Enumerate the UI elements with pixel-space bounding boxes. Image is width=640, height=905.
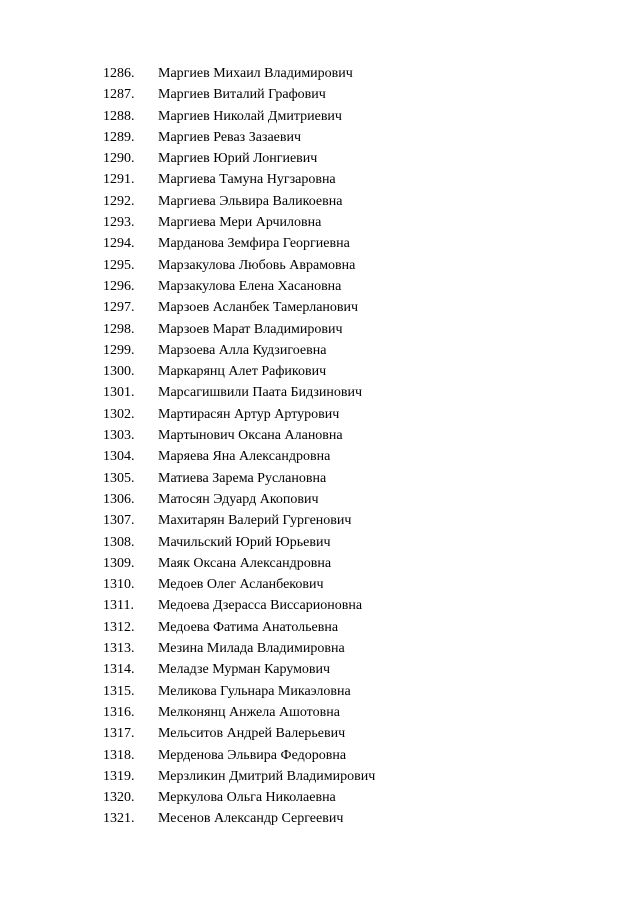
list-item <box>0 638 640 659</box>
entry-number: 1290. <box>103 151 135 167</box>
list-item <box>0 808 640 829</box>
list-item <box>0 681 640 702</box>
entry-name: Маргиев Николай Дмитриевич <box>158 108 342 124</box>
list-item <box>0 191 640 212</box>
entry-name: Мерденова Эльвира Федоровна <box>158 747 347 763</box>
entry-name: Маряева Яна Александровна <box>158 449 331 465</box>
entry-name: Медоев Олег Асланбекович <box>158 577 324 593</box>
list-item <box>0 297 640 318</box>
list-item <box>0 319 640 340</box>
list-item <box>0 510 640 531</box>
list-item <box>0 489 640 510</box>
list-item <box>0 617 640 638</box>
entry-number: 1306. <box>103 491 135 507</box>
entry-name: Мезина Милада Владимировна <box>158 641 345 657</box>
entry-name: Марзоева Алла Кудзигоевна <box>158 342 327 358</box>
list-item <box>0 84 640 105</box>
entry-name: Марзоев Марат Владимирович <box>158 321 343 337</box>
entry-name: Маргиев Михаил Владимирович <box>158 66 353 81</box>
list-item <box>0 468 640 489</box>
list-item <box>0 659 640 680</box>
entry-name: Месенов Александр Сергеевич <box>158 811 344 827</box>
entry-name: Марсагишвили Пaата Бидзинович <box>158 385 363 401</box>
list-item <box>0 595 640 616</box>
entry-name: Маргиева Тамуна Нугзаровна <box>158 172 336 188</box>
name-list <box>0 63 640 830</box>
entry-name: Маргиев Виталий Графович <box>158 87 326 103</box>
entry-number: 1317. <box>103 726 135 742</box>
list-item <box>0 745 640 766</box>
entry-number: 1302. <box>103 406 135 422</box>
list-item <box>0 532 640 553</box>
list-item <box>0 425 640 446</box>
entry-number: 1308. <box>103 534 135 550</box>
entry-number: 1309. <box>103 555 135 571</box>
entry-number: 1291. <box>103 172 135 188</box>
list-item <box>0 723 640 744</box>
entry-number: 1298. <box>103 321 135 337</box>
entry-number: 1307. <box>103 513 135 529</box>
entry-name: Матосян Эдуард Акопович <box>158 491 319 507</box>
entry-number: 1315. <box>103 683 135 699</box>
entry-name: Марданова Земфира Георгиевна <box>158 236 350 252</box>
list-item <box>0 574 640 595</box>
entry-number: 1310. <box>103 577 135 593</box>
entry-name: Маяк Оксана Александровна <box>158 555 332 571</box>
list-item <box>0 404 640 425</box>
entry-name: Маргиева Мери Арчиловна <box>158 215 322 231</box>
list-item <box>0 127 640 148</box>
entry-name: Медоева Фатима Анатольевна <box>158 619 339 635</box>
entry-number: 1320. <box>103 790 135 806</box>
list-item <box>0 766 640 787</box>
entry-number: 1303. <box>103 428 135 444</box>
entry-name: Махитарян Валерий Гургенович <box>158 513 352 529</box>
list-item <box>0 340 640 361</box>
entry-number: 1288. <box>103 108 135 124</box>
list-item <box>0 276 640 297</box>
entry-number: 1294. <box>103 236 135 252</box>
entry-name: Мельситов Андрей Валерьевич <box>158 726 346 742</box>
list-item <box>0 787 640 808</box>
entry-number: 1301. <box>103 385 135 401</box>
entry-number: 1300. <box>103 364 135 380</box>
entry-number: 1292. <box>103 193 135 209</box>
list-item <box>0 233 640 254</box>
list-item <box>0 212 640 233</box>
entry-number: 1316. <box>103 704 135 720</box>
entry-number: 1286. <box>103 66 135 81</box>
entry-number: 1305. <box>103 470 135 486</box>
entry-name: Марзакулова Любовь Аврамовна <box>158 257 356 273</box>
list-item <box>0 361 640 382</box>
entry-number: 1313. <box>103 641 135 657</box>
list-item <box>0 148 640 169</box>
entry-name: Матиева Зарема Руслановна <box>158 470 327 486</box>
entry-number: 1289. <box>103 129 135 145</box>
entry-number: 1299. <box>103 342 135 358</box>
entry-name: Мартынович Оксана Алановна <box>158 428 343 444</box>
entry-number: 1297. <box>103 300 135 316</box>
entry-number: 1311. <box>103 598 134 614</box>
entry-name: Маргиев Юрий Лонгиевич <box>158 151 318 167</box>
entry-name: Мачильский Юрий Юрьевич <box>158 534 331 550</box>
entry-name: Марзакулова Елена Хасановна <box>158 278 342 294</box>
list-item <box>0 553 640 574</box>
list-item <box>0 106 640 127</box>
entry-name: Меликова Гульнара Микаэловна <box>158 683 351 699</box>
entry-number: 1318. <box>103 747 135 763</box>
list-item <box>0 702 640 723</box>
entry-name: Маргиева Эльвира Валикоевна <box>158 193 343 209</box>
entry-name: Медоева Дзерасса Виссарионовна <box>158 598 363 614</box>
entry-name: Мерзликин Дмитрий Владимирович <box>158 768 376 784</box>
list-item <box>0 63 640 84</box>
list-item <box>0 169 640 190</box>
entry-name: Мартирасян Артур Артурович <box>158 406 340 422</box>
entry-number: 1295. <box>103 257 135 273</box>
list-item <box>0 255 640 276</box>
entry-number: 1304. <box>103 449 135 465</box>
entry-number: 1312. <box>103 619 135 635</box>
list-item <box>0 382 640 403</box>
entry-number: 1296. <box>103 278 135 294</box>
entry-number: 1319. <box>103 768 135 784</box>
entry-number: 1314. <box>103 662 135 678</box>
entry-name: Маргиев Реваз Зазаевич <box>158 129 302 145</box>
entry-name: Мелконянц Анжела Ашотовна <box>158 704 340 720</box>
entry-name: Меркулова Ольга Николаевна <box>158 790 336 806</box>
list-item <box>0 446 640 467</box>
entry-name: Меладзе Мурман Карумович <box>158 662 331 678</box>
entry-number: 1293. <box>103 215 135 231</box>
entry-number: 1321. <box>103 811 135 827</box>
entry-name: Маркарянц Алет Рафикович <box>158 364 327 380</box>
entry-number: 1287. <box>103 87 135 103</box>
entry-name: Марзоев Асланбек Тамерланович <box>158 300 359 316</box>
